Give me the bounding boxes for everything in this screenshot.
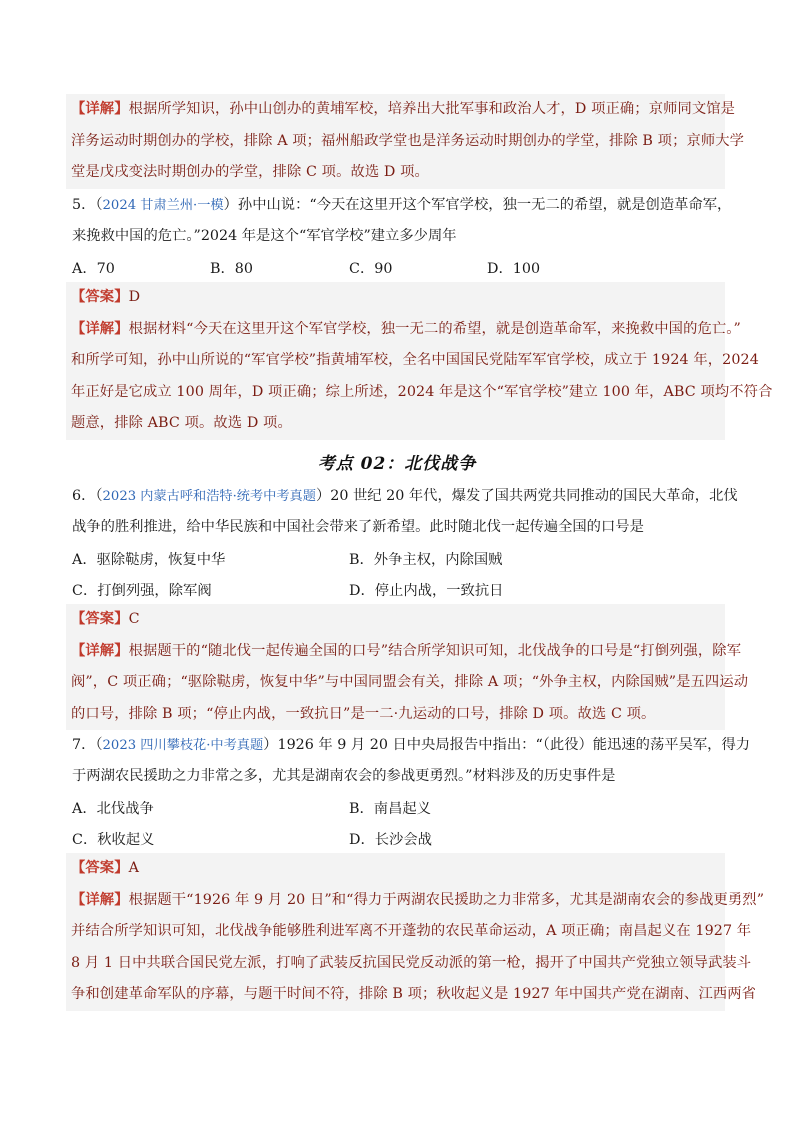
detail-line: 和所学可知，孙中山所说的“军官学校”指黄埔军校，全名中国国民党陆军军官学校，成立于 1924 年，2024 bbox=[71, 352, 759, 368]
question-5-line-1: 5．（2024 甘肃兰州·一模）孙中山说：“今天在这里开这个军官学校，独一无二的希望，就是创造革命军， bbox=[72, 197, 732, 213]
question-source: 2023 内蒙古呼和浩特·统考中考真题 bbox=[102, 489, 316, 504]
detail-line: 8 月 1 日中共联合国民党左派，打响了武装反抗国民党反动派的第一枪，揭开了中国共产党独立领导武装斗 bbox=[71, 954, 752, 971]
question-5-line-2: 来挽救中国的危亡。”2024 年是这个“军官学校”建立多少周年 bbox=[72, 228, 457, 244]
option-c: C．秋收起义 bbox=[72, 832, 155, 848]
answer-value: C bbox=[128, 611, 140, 627]
answer-line bbox=[66, 604, 725, 636]
detail-line: 【详解】根据题干的“随北伐一起传遍全国的口号”结合所学知识可知，北伐战争的口号是“打倒列强，除军 bbox=[71, 642, 742, 659]
detail-line: 【详解】根据材料“今天在这里开这个军官学校，独一无二的希望，就是创造革命军，来挽救中国的危亡。” bbox=[71, 320, 741, 337]
option-c: C．90 bbox=[349, 261, 393, 277]
option-c: C．打倒列强，除军阀 bbox=[72, 583, 212, 599]
option-a: A．北伐战争 bbox=[72, 801, 154, 817]
detail-line: 洋务运动时期创办的学校，排除 A 项；福州船政学堂也是洋务运动时期创办的学堂，排除 B 项；京师大学 bbox=[71, 132, 745, 149]
detail-line: 【详解】根据题干“1926 年 9 月 20 日”和“得力于两湖农民援助之力非常多，尤其是湖南农会的参战更勇烈” bbox=[71, 891, 765, 908]
answer-box-q5 bbox=[66, 282, 773, 440]
option-b: B．80 bbox=[210, 261, 253, 277]
option-a: A．70 bbox=[72, 261, 115, 277]
detail-line: 的口号，排除 B 项；“停止内战，一致抗日”是一二·九运动的口号，排除 D 项。故选 C 项。 bbox=[71, 705, 656, 722]
detail-tag: 【详解】 bbox=[71, 642, 129, 659]
option-a: A．驱除鞑虏，恢复中华 bbox=[72, 552, 226, 568]
option-b: B．外争主权，内除国贼 bbox=[349, 552, 503, 568]
question-6-line-2: 战争的胜利推进，给中华民族和中国社会带来了新希望。此时随北伐一起传遍全国的口号是 bbox=[72, 519, 644, 535]
detail-line: 堂是戊戌变法时期创办的学堂，排除 C 项。故选 D 项。 bbox=[71, 164, 429, 180]
detail-tag: 【详解】 bbox=[71, 891, 129, 908]
detail-line: 【详解】根据所学知识，孙中山创办的黄埔军校，培养出大批军事和政治人才，D 项正确；京师同文馆是 bbox=[71, 101, 736, 117]
question-source: 2024 甘肃兰州·一模 bbox=[102, 198, 224, 213]
answer-value: A bbox=[128, 860, 140, 876]
detail-line: 题意，排除 ABC 项。故选 D 项。 bbox=[71, 415, 292, 431]
detail-line: 年正好是它成立 100 周年，D 项正确；综上所述，2024 年是这个“军官学校”建立 100 年，ABC 项均不符合 bbox=[71, 383, 773, 400]
question-7-line-2: 于两湖农民援助之力非常之多，尤其是湖南农会的参战更勇烈。”材料涉及的历史事件是 bbox=[72, 768, 616, 784]
option-d: D．100 bbox=[487, 261, 541, 277]
option-d: D．停止内战，一致抗日 bbox=[349, 583, 504, 599]
question-7-line-1: 7．（2023 四川攀枝花·中考真题）1926 年 9 月 20 日中央局报告中指出：“（此役）能迅速的荡平吴军，得力 bbox=[72, 737, 751, 753]
question-source: 2023 四川攀枝花·中考真题 bbox=[102, 738, 264, 753]
option-d: D．长沙会战 bbox=[349, 832, 432, 848]
detail-line: 并结合所学知识可知，北伐战争能够胜利进军离不开蓬勃的农民革命运动，A 项正确；南昌起义在 1927 年 bbox=[71, 923, 752, 939]
detail-line: 争和创建革命军队的序幕，与题干时间不符，排除 B 项；秋收起义是 1927 年中国共产党在湖南、江西两省 bbox=[71, 986, 757, 1002]
answer-tag: 【答案】 bbox=[71, 289, 129, 305]
detail-tag: 【详解】 bbox=[71, 320, 129, 337]
answer-tag: 【答案】 bbox=[71, 611, 129, 627]
detail-tag: 【详解】 bbox=[71, 101, 129, 117]
option-b: B．南昌起义 bbox=[349, 801, 431, 817]
detail-box-q4 bbox=[66, 94, 745, 189]
answer-line bbox=[66, 282, 725, 314]
answer-value: D bbox=[128, 289, 141, 305]
answer-box-q7 bbox=[66, 853, 765, 1011]
answer-line bbox=[66, 853, 725, 885]
question-6-line-1: 6．（2023 内蒙古呼和浩特·统考中考真题）20 世纪 20 年代，爆发了国共两党共同推动的国民大革命，北伐 bbox=[72, 488, 738, 504]
answer-box-q6 bbox=[66, 604, 749, 730]
answer-tag: 【答案】 bbox=[71, 860, 129, 876]
detail-line: 阀”，C 项正确；“驱除鞑虏，恢复中华”与中国同盟会有关，排除 A 项；“外争主权，内除国贼”是五四运动 bbox=[71, 674, 749, 690]
section-heading: 考点 02：北伐战争 bbox=[317, 454, 477, 474]
